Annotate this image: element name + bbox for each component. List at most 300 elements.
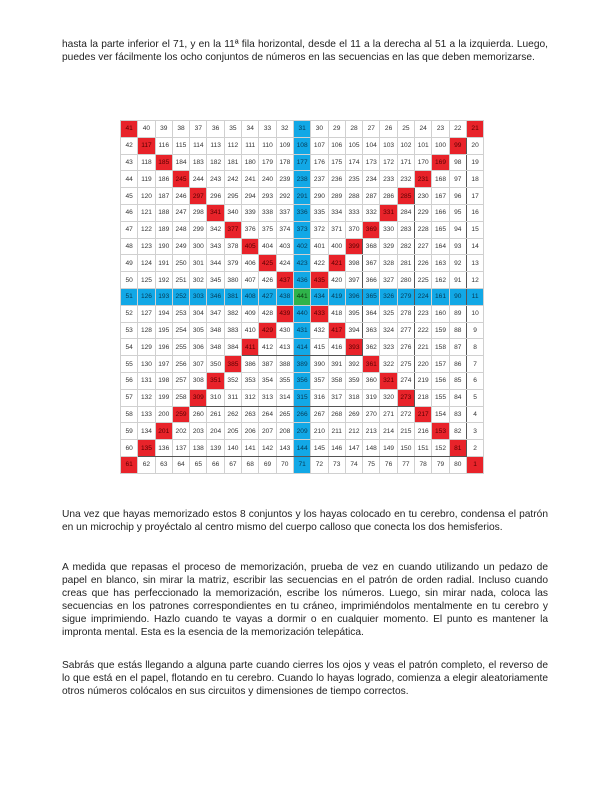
matrix-cell: 5 <box>466 389 483 406</box>
matrix-cell: 180 <box>242 154 259 171</box>
matrix-cell: 247 <box>172 204 189 221</box>
matrix-cell: 302 <box>190 272 207 289</box>
matrix-cell: 342 <box>207 221 224 238</box>
matrix-cell: 377 <box>224 221 241 238</box>
matrix-cell: 304 <box>190 305 207 322</box>
matrix-cell: 134 <box>138 423 155 440</box>
matrix-cell: 416 <box>328 339 345 356</box>
matrix-cell: 319 <box>363 389 380 406</box>
matrix-cell: 436 <box>293 272 310 289</box>
matrix-cell: 235 <box>345 171 362 188</box>
matrix-cell: 184 <box>172 154 189 171</box>
matrix-cell: 57 <box>121 389 138 406</box>
matrix-cell: 249 <box>172 238 189 255</box>
matrix-cell: 255 <box>172 339 189 356</box>
matrix-cell: 354 <box>259 372 276 389</box>
matrix-cell: 215 <box>397 423 414 440</box>
matrix-cell: 123 <box>138 238 155 255</box>
matrix-row <box>121 339 484 356</box>
matrix-cell: 88 <box>449 322 466 339</box>
matrix-cell: 368 <box>363 238 380 255</box>
matrix-cell: 16 <box>466 204 483 221</box>
matrix-cell: 133 <box>138 406 155 423</box>
matrix-cell: 399 <box>345 238 362 255</box>
matrix-cell: 141 <box>242 440 259 457</box>
matrix-cell: 66 <box>207 456 224 473</box>
matrix-cell: 106 <box>328 137 345 154</box>
matrix-cell: 364 <box>363 305 380 322</box>
matrix-cell: 423 <box>293 255 310 272</box>
matrix-cell: 355 <box>276 372 293 389</box>
intro-paragraph: hasta la parte inferior el 71, y en la 11ª fila horizontal, desde el 11 a la derecha al 51 a la izquierda. Luego, puedes ver fácilmente los ocho conjuntos de números en las secuencias en las que deben memorizarse. <box>62 39 548 63</box>
matrix-cell: 52 <box>121 305 138 322</box>
matrix-cell: 305 <box>190 322 207 339</box>
matrix-cell: 338 <box>259 204 276 221</box>
matrix-cell: 187 <box>155 188 172 205</box>
matrix-cell: 197 <box>155 356 172 373</box>
matrix-cell: 295 <box>224 188 241 205</box>
matrix-cell: 158 <box>432 339 449 356</box>
matrix-cell: 421 <box>328 255 345 272</box>
matrix-cell: 286 <box>380 188 397 205</box>
matrix-cell: 231 <box>415 171 432 188</box>
matrix-cell: 116 <box>155 137 172 154</box>
matrix-cell: 412 <box>259 339 276 356</box>
matrix-row <box>121 423 484 440</box>
matrix-cell: 10 <box>466 305 483 322</box>
matrix-cell: 192 <box>155 272 172 289</box>
matrix-cell: 34 <box>242 121 259 138</box>
matrix-cell: 63 <box>155 456 172 473</box>
matrix-cell: 394 <box>345 322 362 339</box>
matrix-cell: 316 <box>311 389 328 406</box>
matrix-cell: 39 <box>155 121 172 138</box>
matrix-cell: 419 <box>328 288 345 305</box>
matrix-cell: 97 <box>449 171 466 188</box>
matrix-cell: 209 <box>293 423 310 440</box>
matrix-cell: 170 <box>415 154 432 171</box>
matrix-cell: 358 <box>328 372 345 389</box>
matrix-cell: 378 <box>224 238 241 255</box>
matrix-cell: 59 <box>121 423 138 440</box>
matrix-cell: 359 <box>345 372 362 389</box>
matrix-cell: 157 <box>432 356 449 373</box>
matrix-cell: 64 <box>172 456 189 473</box>
matrix-cell: 333 <box>345 204 362 221</box>
matrix-cell: 172 <box>380 154 397 171</box>
matrix-cell: 20 <box>466 137 483 154</box>
matrix-cell: 434 <box>311 288 328 305</box>
matrix-cell: 114 <box>190 137 207 154</box>
matrix-cell: 322 <box>380 356 397 373</box>
matrix-cell: 216 <box>415 423 432 440</box>
matrix-cell: 329 <box>380 238 397 255</box>
matrix-cell: 432 <box>311 322 328 339</box>
matrix-cell: 110 <box>259 137 276 154</box>
matrix-cell: 372 <box>311 221 328 238</box>
matrix-cell: 374 <box>276 221 293 238</box>
matrix-cell: 196 <box>155 339 172 356</box>
matrix-cell: 163 <box>432 255 449 272</box>
matrix-cell: 352 <box>224 372 241 389</box>
matrix-cell: 85 <box>449 372 466 389</box>
matrix-cell: 156 <box>432 372 449 389</box>
matrix-cell: 131 <box>138 372 155 389</box>
matrix-cell: 137 <box>172 440 189 457</box>
matrix-cell: 185 <box>155 154 172 171</box>
matrix-cell: 12 <box>466 272 483 289</box>
matrix-cell: 366 <box>363 272 380 289</box>
matrix-cell: 403 <box>276 238 293 255</box>
matrix-cell: 43 <box>121 154 138 171</box>
matrix-cell: 380 <box>224 272 241 289</box>
matrix-cell: 229 <box>415 204 432 221</box>
matrix-cell: 240 <box>259 171 276 188</box>
matrix-cell: 151 <box>415 440 432 457</box>
matrix-cell: 411 <box>242 339 259 356</box>
matrix-cell: 219 <box>415 372 432 389</box>
matrix-cell: 31 <box>293 121 310 138</box>
matrix-cell: 264 <box>259 406 276 423</box>
matrix-cell: 310 <box>207 389 224 406</box>
matrix-cell: 348 <box>207 322 224 339</box>
matrix-cell: 234 <box>363 171 380 188</box>
matrix-cell: 296 <box>207 188 224 205</box>
matrix-cell: 337 <box>276 204 293 221</box>
matrix-cell: 273 <box>397 389 414 406</box>
matrix-cell: 174 <box>345 154 362 171</box>
matrix-cell: 348 <box>207 339 224 356</box>
matrix-cell: 99 <box>449 137 466 154</box>
matrix-cell: 76 <box>380 456 397 473</box>
matrix-cell: 112 <box>224 137 241 154</box>
matrix-cell: 301 <box>190 255 207 272</box>
matrix-cell: 58 <box>121 406 138 423</box>
matrix-cell: 390 <box>311 356 328 373</box>
matrix-cell: 362 <box>363 339 380 356</box>
matrix-row <box>121 238 484 255</box>
matrix-cell: 267 <box>311 406 328 423</box>
matrix-cell: 95 <box>449 204 466 221</box>
matrix-cell: 21 <box>466 121 483 138</box>
matrix-cell: 414 <box>293 339 310 356</box>
matrix-cell: 208 <box>276 423 293 440</box>
matrix-cell: 15 <box>466 221 483 238</box>
matrix-cell: 435 <box>311 272 328 289</box>
matrix-cell: 311 <box>224 389 241 406</box>
matrix-cell: 166 <box>432 204 449 221</box>
matrix-cell: 258 <box>172 389 189 406</box>
matrix-cell: 351 <box>207 372 224 389</box>
matrix-cell: 213 <box>363 423 380 440</box>
matrix-cell: 126 <box>138 288 155 305</box>
matrix-cell: 105 <box>345 137 362 154</box>
matrix-cell: 373 <box>293 221 310 238</box>
matrix-cell: 292 <box>276 188 293 205</box>
matrix-cell: 218 <box>415 389 432 406</box>
matrix-cell: 290 <box>311 188 328 205</box>
matrix-cell: 117 <box>138 137 155 154</box>
matrix-cell: 408 <box>242 288 259 305</box>
matrix-cell: 68 <box>242 456 259 473</box>
matrix-cell: 154 <box>432 406 449 423</box>
matrix-cell: 251 <box>172 272 189 289</box>
matrix-cell: 124 <box>138 255 155 272</box>
matrix-cell: 120 <box>138 188 155 205</box>
matrix-row <box>121 440 484 457</box>
matrix-cell: 193 <box>155 288 172 305</box>
matrix-cell: 340 <box>224 204 241 221</box>
matrix-cell: 306 <box>190 339 207 356</box>
matrix-cell: 418 <box>328 305 345 322</box>
matrix-cell: 56 <box>121 372 138 389</box>
matrix-cell: 61 <box>121 456 138 473</box>
matrix-cell: 244 <box>190 171 207 188</box>
matrix-cell: 428 <box>259 305 276 322</box>
matrix-row <box>121 121 484 138</box>
matrix-cell: 67 <box>224 456 241 473</box>
matrix-cell: 345 <box>207 272 224 289</box>
matrix-cell: 400 <box>328 238 345 255</box>
matrix-cell: 49 <box>121 255 138 272</box>
matrix-cell: 438 <box>276 288 293 305</box>
matrix-cell: 8 <box>466 339 483 356</box>
matrix-cell: 136 <box>155 440 172 457</box>
matrix-cell: 23 <box>432 121 449 138</box>
matrix-cell: 84 <box>449 389 466 406</box>
matrix-cell: 320 <box>380 389 397 406</box>
matrix-cell: 169 <box>432 154 449 171</box>
matrix-cell: 138 <box>190 440 207 457</box>
matrix-cell: 46 <box>121 204 138 221</box>
matrix-cell: 288 <box>345 188 362 205</box>
matrix-cell: 80 <box>449 456 466 473</box>
matrix-cell: 363 <box>363 322 380 339</box>
matrix-cell: 287 <box>363 188 380 205</box>
matrix-cell: 323 <box>380 339 397 356</box>
matrix-cell: 228 <box>415 221 432 238</box>
matrix-cell: 199 <box>155 389 172 406</box>
matrix-cell: 35 <box>224 121 241 138</box>
matrix-cell: 388 <box>276 356 293 373</box>
matrix-cell: 47 <box>121 221 138 238</box>
matrix-cell: 405 <box>242 238 259 255</box>
matrix-cell: 90 <box>449 288 466 305</box>
matrix-cell: 149 <box>380 440 397 457</box>
matrix-cell: 327 <box>380 272 397 289</box>
matrix-cell: 441 <box>293 288 310 305</box>
matrix-cell: 108 <box>293 137 310 154</box>
matrix-cell: 146 <box>328 440 345 457</box>
matrix-row <box>121 171 484 188</box>
matrix-cell: 153 <box>432 423 449 440</box>
matrix-cell: 357 <box>311 372 328 389</box>
matrix-cell: 392 <box>345 356 362 373</box>
matrix-cell: 233 <box>380 171 397 188</box>
matrix-cell: 55 <box>121 356 138 373</box>
matrix-cell: 274 <box>397 372 414 389</box>
matrix-cell: 277 <box>397 322 414 339</box>
matrix-cell: 350 <box>207 356 224 373</box>
matrix-cell: 210 <box>311 423 328 440</box>
matrix-cell: 382 <box>224 305 241 322</box>
matrix-cell: 203 <box>190 423 207 440</box>
matrix-cell: 140 <box>224 440 241 457</box>
matrix-cell: 415 <box>311 339 328 356</box>
matrix-cell: 83 <box>449 406 466 423</box>
matrix-cell: 406 <box>242 255 259 272</box>
matrix-cell: 29 <box>328 121 345 138</box>
matrix-cell: 77 <box>397 456 414 473</box>
matrix-cell: 241 <box>242 171 259 188</box>
matrix-cell: 278 <box>397 305 414 322</box>
matrix-cell: 129 <box>138 339 155 356</box>
matrix-cell: 317 <box>328 389 345 406</box>
matrix-cell: 335 <box>311 204 328 221</box>
matrix-cell: 246 <box>172 188 189 205</box>
matrix-cell: 89 <box>449 305 466 322</box>
matrix-cell: 200 <box>155 406 172 423</box>
matrix-cell: 321 <box>380 372 397 389</box>
matrix-cell: 312 <box>242 389 259 406</box>
matrix-cell: 22 <box>449 121 466 138</box>
matrix-cell: 250 <box>172 255 189 272</box>
matrix-cell: 3 <box>466 423 483 440</box>
matrix-cell: 164 <box>432 238 449 255</box>
matrix-cell: 33 <box>259 121 276 138</box>
matrix-cell: 283 <box>397 221 414 238</box>
matrix-cell: 439 <box>276 305 293 322</box>
matrix-cell: 26 <box>380 121 397 138</box>
matrix-cell: 101 <box>415 137 432 154</box>
matrix-cell: 386 <box>242 356 259 373</box>
matrix-cell: 38 <box>172 121 189 138</box>
matrix-cell: 220 <box>415 356 432 373</box>
matrix-cell: 25 <box>397 121 414 138</box>
matrix-cell: 139 <box>207 440 224 457</box>
matrix-cell: 353 <box>242 372 259 389</box>
matrix-cell: 397 <box>345 272 362 289</box>
matrix-cell: 303 <box>190 288 207 305</box>
matrix-cell: 167 <box>432 188 449 205</box>
matrix-cell: 207 <box>259 423 276 440</box>
matrix-cell: 384 <box>224 339 241 356</box>
matrix-cell: 130 <box>138 356 155 373</box>
matrix-cell: 11 <box>466 288 483 305</box>
matrix-cell: 225 <box>415 272 432 289</box>
matrix-cell: 275 <box>397 356 414 373</box>
matrix-cell: 195 <box>155 322 172 339</box>
matrix-cell: 343 <box>207 238 224 255</box>
matrix-cell: 128 <box>138 322 155 339</box>
matrix-cell: 265 <box>276 406 293 423</box>
matrix-cell: 181 <box>224 154 241 171</box>
matrix-cell: 410 <box>242 322 259 339</box>
matrix-cell: 188 <box>155 204 172 221</box>
matrix-cell: 252 <box>172 288 189 305</box>
matrix-cell: 217 <box>415 406 432 423</box>
matrix-cell: 159 <box>432 322 449 339</box>
matrix-cell: 261 <box>207 406 224 423</box>
matrix-cell: 118 <box>138 154 155 171</box>
matrix-cell: 202 <box>172 423 189 440</box>
matrix-cell: 73 <box>328 456 345 473</box>
matrix-cell: 152 <box>432 440 449 457</box>
matrix-cell: 242 <box>224 171 241 188</box>
matrix-cell: 198 <box>155 372 172 389</box>
matrix-cell: 107 <box>311 137 328 154</box>
matrix-cell: 297 <box>190 188 207 205</box>
matrix-row <box>121 305 484 322</box>
matrix-cell: 393 <box>345 339 362 356</box>
matrix-cell: 387 <box>259 356 276 373</box>
body-paragraph-1: Una vez que hayas memorizado estos 8 conjuntos y los hayas colocado en tu cerebro, condensa el patrón en un microchip y proyéctalo al centro mismo del cuerpo calloso que conecta los dos hemisferios. <box>62 509 548 533</box>
matrix-cell: 268 <box>328 406 345 423</box>
matrix-cell: 54 <box>121 339 138 356</box>
matrix-cell: 326 <box>380 288 397 305</box>
matrix-cell: 109 <box>276 137 293 154</box>
matrix-cell: 119 <box>138 171 155 188</box>
matrix-cell: 230 <box>415 188 432 205</box>
matrix-cell: 93 <box>449 238 466 255</box>
matrix-cell: 155 <box>432 389 449 406</box>
matrix-cell: 44 <box>121 171 138 188</box>
matrix-cell: 78 <box>415 456 432 473</box>
matrix-cell: 253 <box>172 305 189 322</box>
matrix-cell: 385 <box>224 356 241 373</box>
matrix-cell: 259 <box>172 406 189 423</box>
matrix-cell: 205 <box>224 423 241 440</box>
matrix-cell: 70 <box>276 456 293 473</box>
matrix-cell: 179 <box>259 154 276 171</box>
matrix-cell: 383 <box>224 322 241 339</box>
matrix-cell: 69 <box>259 456 276 473</box>
matrix-cell: 328 <box>380 255 397 272</box>
matrix-row <box>121 356 484 373</box>
matrix-cell: 13 <box>466 255 483 272</box>
matrix-cell: 239 <box>276 171 293 188</box>
matrix-cell: 189 <box>155 221 172 238</box>
matrix-cell: 121 <box>138 204 155 221</box>
matrix-cell: 280 <box>397 272 414 289</box>
matrix-cell: 36 <box>207 121 224 138</box>
matrix-cell: 256 <box>172 356 189 373</box>
matrix-cell: 161 <box>432 288 449 305</box>
matrix-cell: 41 <box>121 121 138 138</box>
matrix-cell: 74 <box>345 456 362 473</box>
matrix-cell: 223 <box>415 305 432 322</box>
matrix-cell: 276 <box>397 339 414 356</box>
matrix-cell: 325 <box>380 305 397 322</box>
matrix-cell: 365 <box>363 288 380 305</box>
matrix-cell: 409 <box>242 305 259 322</box>
matrix-cell: 100 <box>432 137 449 154</box>
matrix-cell: 98 <box>449 154 466 171</box>
matrix-cell: 284 <box>397 204 414 221</box>
matrix-cell: 381 <box>224 288 241 305</box>
matrix-cell: 214 <box>380 423 397 440</box>
matrix-cell: 173 <box>363 154 380 171</box>
matrix-cell: 289 <box>328 188 345 205</box>
matrix-cell: 266 <box>293 406 310 423</box>
matrix-cell: 171 <box>397 154 414 171</box>
matrix-cell: 40 <box>138 121 155 138</box>
matrix-cell: 194 <box>155 305 172 322</box>
matrix-cell: 50 <box>121 272 138 289</box>
matrix-cell: 102 <box>397 137 414 154</box>
matrix-cell: 92 <box>449 255 466 272</box>
matrix-cell: 127 <box>138 305 155 322</box>
